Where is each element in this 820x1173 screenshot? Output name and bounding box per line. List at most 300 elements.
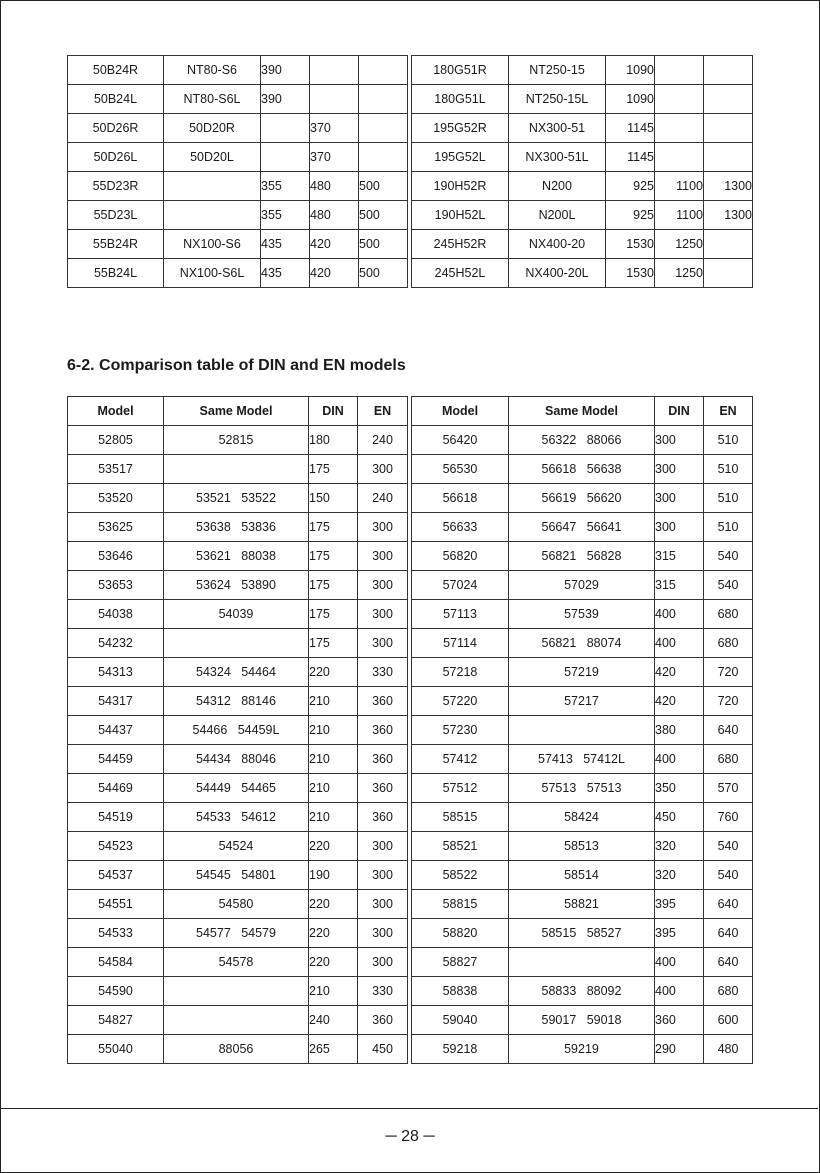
table-row bbox=[68, 114, 408, 143]
table-row bbox=[412, 172, 753, 201]
cell-din: 175 bbox=[309, 455, 358, 484]
cell-value bbox=[359, 143, 408, 172]
cell-same-model: 54312 88146 bbox=[164, 687, 309, 716]
table-row bbox=[68, 143, 408, 172]
cell-same-model: 59219 bbox=[509, 1035, 655, 1064]
cell-value bbox=[359, 114, 408, 143]
cell-value: 355 bbox=[261, 172, 310, 201]
cell-model: 59040 bbox=[412, 1006, 509, 1035]
cell-din: 180 bbox=[309, 426, 358, 455]
section-title: 6-2. Comparison table of DIN and EN models bbox=[67, 357, 406, 374]
cell-same-model bbox=[164, 977, 309, 1006]
cell-model: 54459 bbox=[68, 745, 164, 774]
cell-din: 175 bbox=[309, 542, 358, 571]
cell-model: 54519 bbox=[68, 803, 164, 832]
cell-en: 540 bbox=[704, 832, 753, 861]
cell-en: 300 bbox=[358, 513, 408, 542]
cell-en: 680 bbox=[704, 600, 753, 629]
cell-model: 57412 bbox=[412, 745, 509, 774]
cell-model: 50D26L bbox=[68, 143, 164, 172]
cell-same-model: NT80-S6 bbox=[164, 56, 261, 85]
cell-model: 53653 bbox=[68, 571, 164, 600]
cell-model: 54469 bbox=[68, 774, 164, 803]
cell-value: 420 bbox=[310, 230, 359, 259]
table-row bbox=[412, 745, 753, 774]
cell-same-model: 54449 54465 bbox=[164, 774, 309, 803]
cell-din: 300 bbox=[655, 426, 704, 455]
cell-din: 190 bbox=[309, 861, 358, 890]
cell-en: 640 bbox=[704, 919, 753, 948]
cell-model: 58522 bbox=[412, 861, 509, 890]
table-row bbox=[68, 919, 408, 948]
table-row bbox=[68, 513, 408, 542]
jis-table-right bbox=[411, 55, 753, 288]
cell-din: 400 bbox=[655, 629, 704, 658]
cell-model: 55B24L bbox=[68, 259, 164, 288]
cell-same-model: NX100-S6L bbox=[164, 259, 261, 288]
cell-same-model bbox=[164, 455, 309, 484]
cell-model: 54584 bbox=[68, 948, 164, 977]
table-row bbox=[412, 977, 753, 1006]
jis-table-left bbox=[67, 55, 408, 288]
cell-same-model: 54039 bbox=[164, 600, 309, 629]
cell-model: 57512 bbox=[412, 774, 509, 803]
cell-model: 50B24L bbox=[68, 85, 164, 114]
cell-model: 53520 bbox=[68, 484, 164, 513]
cell-din: 320 bbox=[655, 832, 704, 861]
table-row bbox=[412, 114, 753, 143]
cell-din: 360 bbox=[655, 1006, 704, 1035]
cell-same-model bbox=[509, 716, 655, 745]
cell-model: 245H52L bbox=[412, 259, 509, 288]
table-row bbox=[412, 542, 753, 571]
cell-same-model: NT250-15L bbox=[509, 85, 606, 114]
cell-en: 240 bbox=[358, 426, 408, 455]
table-row bbox=[68, 600, 408, 629]
cell-value: 1145 bbox=[606, 114, 655, 143]
table-row bbox=[68, 658, 408, 687]
cell-model: 58521 bbox=[412, 832, 509, 861]
table-row bbox=[412, 455, 753, 484]
cell-same-model: NX100-S6 bbox=[164, 230, 261, 259]
cell-value: 390 bbox=[261, 56, 310, 85]
cell-model: 190H52R bbox=[412, 172, 509, 201]
cell-value bbox=[655, 143, 704, 172]
cell-model: 55D23R bbox=[68, 172, 164, 201]
cell-same-model bbox=[164, 1006, 309, 1035]
cell-en: 330 bbox=[358, 658, 408, 687]
cell-same-model: N200 bbox=[509, 172, 606, 201]
table-row bbox=[412, 1006, 753, 1035]
cell-en: 300 bbox=[358, 455, 408, 484]
table-row bbox=[412, 658, 753, 687]
cell-model: 53625 bbox=[68, 513, 164, 542]
table-row bbox=[68, 774, 408, 803]
cell-same-model: 54580 bbox=[164, 890, 309, 919]
cell-value bbox=[704, 259, 753, 288]
cell-same-model: 57217 bbox=[509, 687, 655, 716]
cell-model: 58827 bbox=[412, 948, 509, 977]
din-table-right bbox=[411, 396, 753, 1064]
table-row bbox=[68, 716, 408, 745]
cell-din: 175 bbox=[309, 629, 358, 658]
cell-same-model bbox=[164, 172, 261, 201]
header-en: EN bbox=[358, 397, 408, 426]
cell-model: 50B24R bbox=[68, 56, 164, 85]
table-row bbox=[68, 56, 408, 85]
cell-din: 210 bbox=[309, 977, 358, 1006]
table-row bbox=[68, 426, 408, 455]
cell-en: 300 bbox=[358, 600, 408, 629]
cell-value: 925 bbox=[606, 201, 655, 230]
cell-en: 450 bbox=[358, 1035, 408, 1064]
cell-same-model: 53624 53890 bbox=[164, 571, 309, 600]
cell-model: 55B24R bbox=[68, 230, 164, 259]
cell-din: 400 bbox=[655, 745, 704, 774]
cell-din: 175 bbox=[309, 513, 358, 542]
table-row bbox=[68, 542, 408, 571]
cell-en: 360 bbox=[358, 1006, 408, 1035]
cell-same-model: NX300-51L bbox=[509, 143, 606, 172]
header-same-model: Same Model bbox=[509, 397, 655, 426]
cell-value: 1530 bbox=[606, 259, 655, 288]
table-row bbox=[412, 484, 753, 513]
cell-din: 210 bbox=[309, 687, 358, 716]
table-row bbox=[68, 977, 408, 1006]
table-row bbox=[68, 455, 408, 484]
footer-divider bbox=[0, 1108, 818, 1109]
cell-value: 1250 bbox=[655, 259, 704, 288]
cell-same-model: 57539 bbox=[509, 600, 655, 629]
cell-din: 420 bbox=[655, 658, 704, 687]
cell-en: 510 bbox=[704, 455, 753, 484]
table-row bbox=[412, 774, 753, 803]
table-row bbox=[412, 201, 753, 230]
cell-en: 640 bbox=[704, 948, 753, 977]
cell-value bbox=[310, 85, 359, 114]
cell-en: 510 bbox=[704, 513, 753, 542]
cell-en: 300 bbox=[358, 629, 408, 658]
cell-value bbox=[655, 56, 704, 85]
cell-same-model: 52815 bbox=[164, 426, 309, 455]
cell-value: 1300 bbox=[704, 201, 753, 230]
cell-model: 56530 bbox=[412, 455, 509, 484]
table-row bbox=[412, 230, 753, 259]
cell-same-model: 56821 88074 bbox=[509, 629, 655, 658]
table-row bbox=[412, 600, 753, 629]
cell-model: 54437 bbox=[68, 716, 164, 745]
cell-en: 300 bbox=[358, 832, 408, 861]
cell-value bbox=[359, 56, 408, 85]
cell-same-model: 56618 56638 bbox=[509, 455, 655, 484]
cell-value: 1530 bbox=[606, 230, 655, 259]
cell-same-model: 58515 58527 bbox=[509, 919, 655, 948]
table-row bbox=[412, 571, 753, 600]
cell-same-model: 53621 88038 bbox=[164, 542, 309, 571]
cell-din: 380 bbox=[655, 716, 704, 745]
cell-din: 450 bbox=[655, 803, 704, 832]
cell-model: 56618 bbox=[412, 484, 509, 513]
table-row bbox=[412, 832, 753, 861]
cell-value: 500 bbox=[359, 172, 408, 201]
cell-din: 220 bbox=[309, 890, 358, 919]
cell-model: 180G51R bbox=[412, 56, 509, 85]
cell-value: 1100 bbox=[655, 172, 704, 201]
cell-value: 500 bbox=[359, 201, 408, 230]
cell-din: 300 bbox=[655, 455, 704, 484]
cell-din: 400 bbox=[655, 948, 704, 977]
cell-model: 190H52L bbox=[412, 201, 509, 230]
cell-value: 500 bbox=[359, 259, 408, 288]
table-row bbox=[68, 687, 408, 716]
cell-same-model: 54324 54464 bbox=[164, 658, 309, 687]
cell-en: 300 bbox=[358, 861, 408, 890]
table-row bbox=[412, 948, 753, 977]
cell-same-model: 56322 88066 bbox=[509, 426, 655, 455]
cell-din: 400 bbox=[655, 977, 704, 1006]
cell-value: 1090 bbox=[606, 56, 655, 85]
cell-model: 55D23L bbox=[68, 201, 164, 230]
header-din: DIN bbox=[655, 397, 704, 426]
cell-din: 395 bbox=[655, 919, 704, 948]
cell-value: 370 bbox=[310, 114, 359, 143]
cell-din: 300 bbox=[655, 484, 704, 513]
cell-en: 540 bbox=[704, 861, 753, 890]
cell-model: 56820 bbox=[412, 542, 509, 571]
cell-en: 720 bbox=[704, 658, 753, 687]
cell-same-model: 56647 56641 bbox=[509, 513, 655, 542]
cell-model: 54523 bbox=[68, 832, 164, 861]
cell-din: 240 bbox=[309, 1006, 358, 1035]
header-row bbox=[412, 397, 753, 426]
cell-en: 360 bbox=[358, 716, 408, 745]
cell-en: 570 bbox=[704, 774, 753, 803]
cell-same-model: 56619 56620 bbox=[509, 484, 655, 513]
cell-model: 245H52R bbox=[412, 230, 509, 259]
table-row bbox=[68, 85, 408, 114]
cell-same-model: NX400-20L bbox=[509, 259, 606, 288]
cell-value: 1145 bbox=[606, 143, 655, 172]
cell-same-model: 54533 54612 bbox=[164, 803, 309, 832]
cell-en: 510 bbox=[704, 484, 753, 513]
table-row bbox=[412, 890, 753, 919]
table-row bbox=[68, 201, 408, 230]
cell-same-model bbox=[509, 948, 655, 977]
cell-model: 54551 bbox=[68, 890, 164, 919]
page-number: ─ 28 ─ bbox=[385, 1128, 435, 1145]
cell-en: 480 bbox=[704, 1035, 753, 1064]
cell-value bbox=[310, 56, 359, 85]
cell-value: 925 bbox=[606, 172, 655, 201]
cell-din: 315 bbox=[655, 571, 704, 600]
table-row bbox=[68, 259, 408, 288]
cell-din: 265 bbox=[309, 1035, 358, 1064]
cell-value: 435 bbox=[261, 230, 310, 259]
cell-same-model: 54578 bbox=[164, 948, 309, 977]
cell-en: 360 bbox=[358, 803, 408, 832]
table-row bbox=[412, 861, 753, 890]
cell-same-model bbox=[164, 201, 261, 230]
cell-en: 510 bbox=[704, 426, 753, 455]
cell-same-model: 56821 56828 bbox=[509, 542, 655, 571]
cell-model: 53517 bbox=[68, 455, 164, 484]
table-row bbox=[68, 629, 408, 658]
cell-din: 315 bbox=[655, 542, 704, 571]
cell-model: 52805 bbox=[68, 426, 164, 455]
header-din: DIN bbox=[309, 397, 358, 426]
cell-value: 500 bbox=[359, 230, 408, 259]
cell-same-model: 58514 bbox=[509, 861, 655, 890]
table-row bbox=[68, 1035, 408, 1064]
cell-value bbox=[261, 114, 310, 143]
cell-model: 54827 bbox=[68, 1006, 164, 1035]
cell-en: 680 bbox=[704, 977, 753, 1006]
cell-model: 53646 bbox=[68, 542, 164, 571]
cell-din: 395 bbox=[655, 890, 704, 919]
cell-same-model: NX300-51 bbox=[509, 114, 606, 143]
cell-value: 355 bbox=[261, 201, 310, 230]
cell-en: 640 bbox=[704, 890, 753, 919]
cell-din: 210 bbox=[309, 803, 358, 832]
cell-value bbox=[704, 143, 753, 172]
cell-same-model: 50D20L bbox=[164, 143, 261, 172]
cell-same-model: NX400-20 bbox=[509, 230, 606, 259]
cell-value bbox=[655, 85, 704, 114]
cell-din: 220 bbox=[309, 832, 358, 861]
cell-same-model bbox=[164, 629, 309, 658]
table-row bbox=[68, 172, 408, 201]
table-row bbox=[68, 230, 408, 259]
table-row bbox=[68, 1006, 408, 1035]
table-row bbox=[412, 629, 753, 658]
cell-en: 360 bbox=[358, 745, 408, 774]
cell-same-model: 57029 bbox=[509, 571, 655, 600]
table-row bbox=[412, 259, 753, 288]
table-row bbox=[412, 803, 753, 832]
table-row bbox=[412, 1035, 753, 1064]
cell-value bbox=[704, 230, 753, 259]
cell-en: 240 bbox=[358, 484, 408, 513]
cell-same-model: NT80-S6L bbox=[164, 85, 261, 114]
cell-din: 150 bbox=[309, 484, 358, 513]
cell-din: 210 bbox=[309, 716, 358, 745]
cell-same-model: 58513 bbox=[509, 832, 655, 861]
cell-en: 640 bbox=[704, 716, 753, 745]
cell-en: 300 bbox=[358, 571, 408, 600]
cell-din: 300 bbox=[655, 513, 704, 542]
cell-model: 54317 bbox=[68, 687, 164, 716]
cell-model: 54537 bbox=[68, 861, 164, 890]
cell-same-model: 54466 54459L bbox=[164, 716, 309, 745]
cell-din: 175 bbox=[309, 600, 358, 629]
header-model: Model bbox=[68, 397, 164, 426]
table-row bbox=[412, 426, 753, 455]
cell-din: 210 bbox=[309, 774, 358, 803]
table-row bbox=[68, 571, 408, 600]
cell-model: 58815 bbox=[412, 890, 509, 919]
cell-din: 220 bbox=[309, 948, 358, 977]
cell-same-model: N200L bbox=[509, 201, 606, 230]
cell-model: 57113 bbox=[412, 600, 509, 629]
cell-model: 54533 bbox=[68, 919, 164, 948]
cell-din: 210 bbox=[309, 745, 358, 774]
table-row bbox=[68, 803, 408, 832]
table-row bbox=[68, 948, 408, 977]
cell-same-model: 54545 54801 bbox=[164, 861, 309, 890]
cell-value: 435 bbox=[261, 259, 310, 288]
table-row bbox=[68, 861, 408, 890]
cell-same-model: 54434 88046 bbox=[164, 745, 309, 774]
cell-value: 480 bbox=[310, 172, 359, 201]
cell-model: 55040 bbox=[68, 1035, 164, 1064]
cell-same-model: 58424 bbox=[509, 803, 655, 832]
header-row bbox=[68, 397, 408, 426]
cell-model: 54232 bbox=[68, 629, 164, 658]
cell-en: 360 bbox=[358, 687, 408, 716]
table-row bbox=[68, 832, 408, 861]
cell-model: 180G51L bbox=[412, 85, 509, 114]
header-en: EN bbox=[704, 397, 753, 426]
cell-same-model: 50D20R bbox=[164, 114, 261, 143]
cell-en: 760 bbox=[704, 803, 753, 832]
cell-value: 370 bbox=[310, 143, 359, 172]
cell-value bbox=[359, 85, 408, 114]
cell-same-model: 54524 bbox=[164, 832, 309, 861]
cell-same-model: 58821 bbox=[509, 890, 655, 919]
cell-value: 1300 bbox=[704, 172, 753, 201]
cell-model: 57024 bbox=[412, 571, 509, 600]
cell-model: 57220 bbox=[412, 687, 509, 716]
table-row bbox=[412, 56, 753, 85]
cell-model: 58820 bbox=[412, 919, 509, 948]
cell-value: 390 bbox=[261, 85, 310, 114]
table-row bbox=[68, 484, 408, 513]
cell-en: 720 bbox=[704, 687, 753, 716]
table-row bbox=[412, 919, 753, 948]
cell-same-model: 59017 59018 bbox=[509, 1006, 655, 1035]
cell-value bbox=[261, 143, 310, 172]
cell-en: 540 bbox=[704, 542, 753, 571]
cell-same-model: 53638 53836 bbox=[164, 513, 309, 542]
cell-same-model: 54577 54579 bbox=[164, 919, 309, 948]
cell-value bbox=[704, 56, 753, 85]
cell-din: 220 bbox=[309, 919, 358, 948]
cell-same-model: 57413 57412L bbox=[509, 745, 655, 774]
cell-en: 680 bbox=[704, 745, 753, 774]
cell-din: 220 bbox=[309, 658, 358, 687]
cell-din: 320 bbox=[655, 861, 704, 890]
cell-en: 300 bbox=[358, 919, 408, 948]
cell-din: 350 bbox=[655, 774, 704, 803]
cell-din: 420 bbox=[655, 687, 704, 716]
table-row bbox=[68, 745, 408, 774]
table-row bbox=[68, 890, 408, 919]
cell-en: 680 bbox=[704, 629, 753, 658]
cell-same-model: 53521 53522 bbox=[164, 484, 309, 513]
cell-model: 195G52L bbox=[412, 143, 509, 172]
din-table-left bbox=[67, 396, 408, 1064]
cell-en: 300 bbox=[358, 542, 408, 571]
cell-value bbox=[704, 85, 753, 114]
cell-value: 420 bbox=[310, 259, 359, 288]
header-model: Model bbox=[412, 397, 509, 426]
cell-en: 360 bbox=[358, 774, 408, 803]
cell-model: 58515 bbox=[412, 803, 509, 832]
table-row bbox=[412, 143, 753, 172]
table-row bbox=[412, 687, 753, 716]
cell-same-model: 58833 88092 bbox=[509, 977, 655, 1006]
cell-same-model: NT250-15 bbox=[509, 56, 606, 85]
